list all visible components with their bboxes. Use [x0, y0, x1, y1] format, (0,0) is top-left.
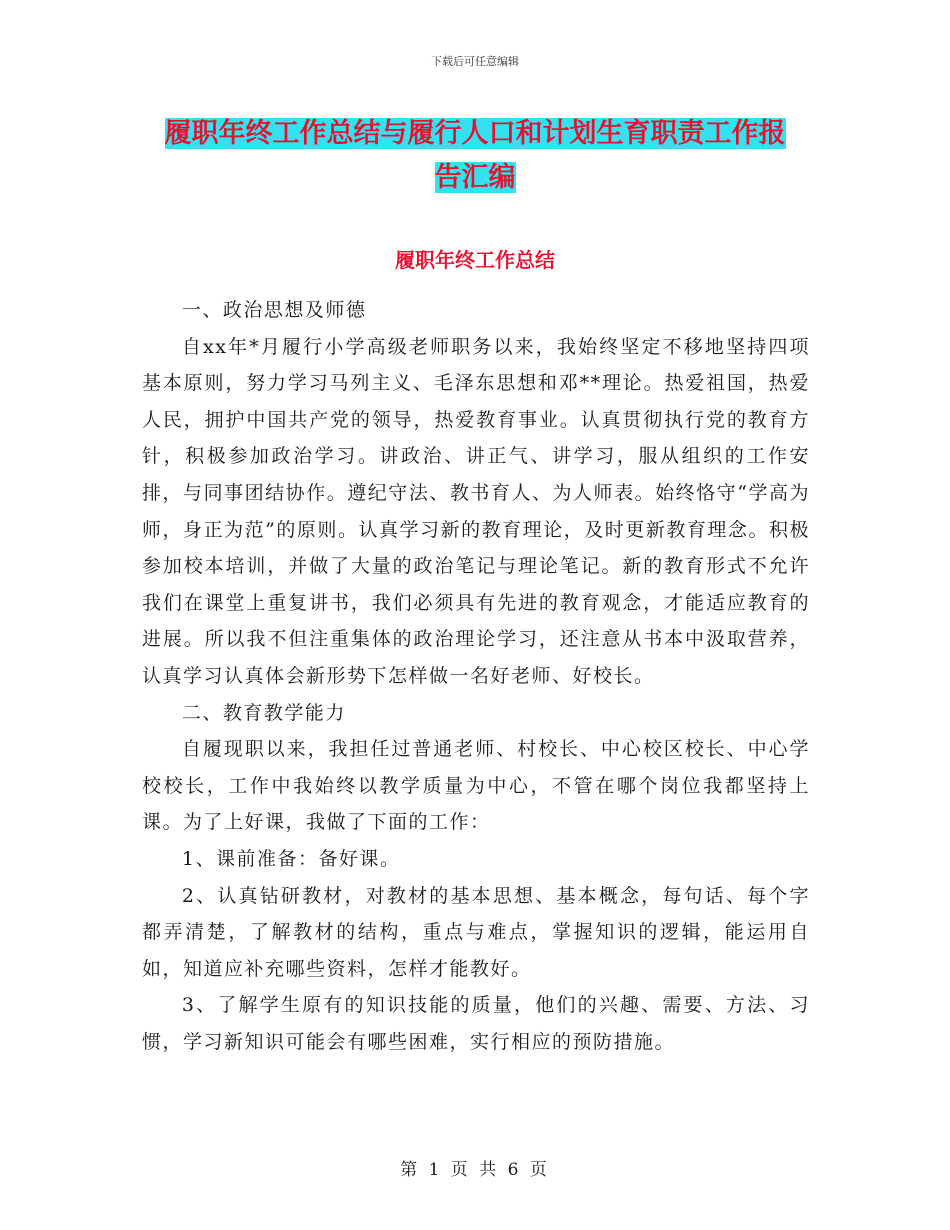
- section-title: 履职年终工作总结: [395, 248, 555, 272]
- document-title: [120, 112, 830, 200]
- document-title-line-1: 履职年终工作总结与履行人口和计划生育职责工作报: [164, 118, 786, 149]
- page-footer: 第 1 页 共 6 页: [400, 1160, 550, 1180]
- paragraph-political: 自xx年*月履行小学高级老师职务以来，我始终坚定不移地坚持四项基本原则，努力学习马列主义、毛泽东思想和邓**理论。热爱祖国，热爱人民，拥护中国共产党的领导，热爱教育事业。认真贯彻执行党的教育方针，积极参加政治学习。讲政治、讲正气、讲学习，服从组织的工作安排，与同事团结协作。遵纪守法、教书育人、为人师表。始终恪守“学高为师，身正为范”的原则。认真学习新的教育理论，及时更新教育理念。积极参加校本培训，并做了大量的政治笔记与理论笔记。新的教育形式不允许我们在课堂上重复讲书，我们必须具有先进的教育观念，才能适应教育的进展。所以我不但注重集体的政治理论学习，还注意从书本中汲取营养，认真学习认真体会新形势下怎样做一名好老师、好校长。: [142, 335, 810, 687]
- list-item-3: 3、了解学生原有的知识技能的质量，他们的兴趣、需要、方法、习惯，学习新知识可能会有哪些困难，实行相应的预防措施。: [142, 994, 810, 1053]
- document-body: [142, 292, 810, 1060]
- paragraph-teaching-intro: 自履现职以来，我担任过普通老师、村校长、中心校区校长、中心学校校长，工作中我始终以教学质量为中心，不管在哪个岗位我都坚持上课。为了上好课，我做了下面的工作：: [142, 738, 810, 834]
- document-title-line-2: 告汇编: [434, 162, 516, 193]
- list-item-1: 1、课前准备：备好课。: [181, 847, 401, 870]
- header-note: 下载后可任意编辑: [431, 55, 519, 68]
- heading-political: 一、政治思想及师德: [181, 299, 367, 321]
- list-item-2: 2、认真钻研教材，对教材的基本思想、基本概念，每句话、每个字都弄清楚，了解教材的结构，重点与难点，掌握知识的逻辑，能运用自如，知道应补充哪些资料，怎样才能教好。: [142, 884, 810, 980]
- heading-teaching: 二、教育教学能力: [181, 701, 346, 724]
